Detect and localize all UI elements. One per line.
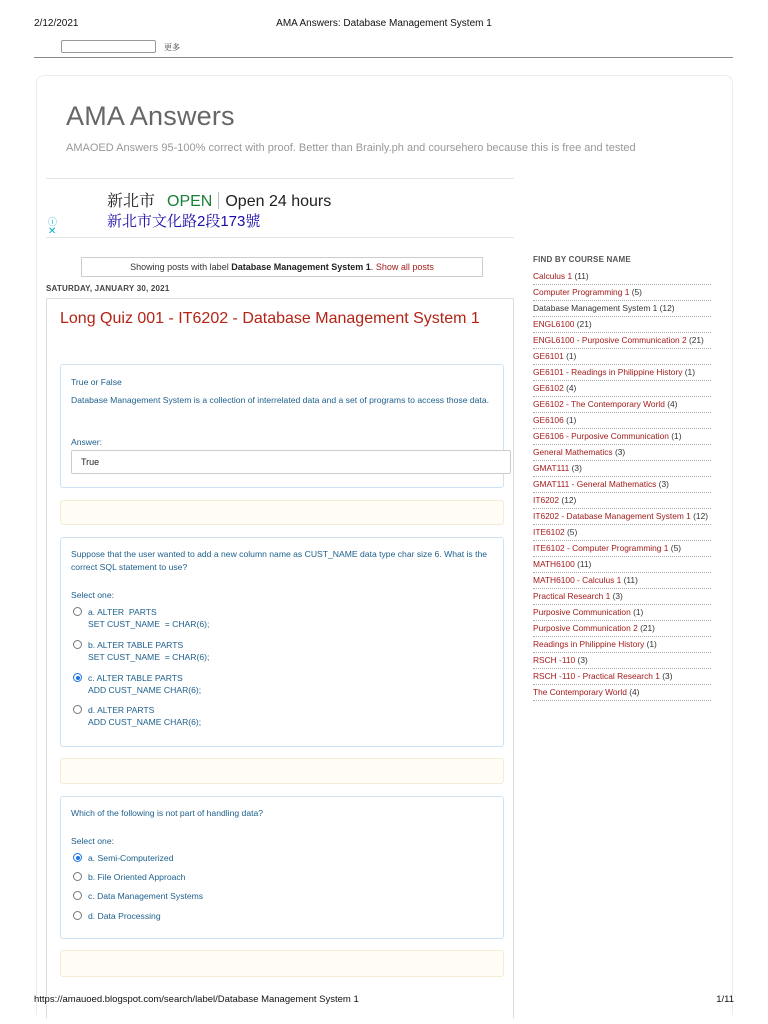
sidebar-item-count: (12)	[659, 303, 675, 313]
sidebar-item[interactable]	[533, 525, 711, 541]
sidebar-item-label[interactable]: GMAT111	[533, 463, 570, 473]
option-c-2[interactable]	[73, 890, 203, 902]
course-label-list	[533, 269, 711, 701]
sidebar-item-label[interactable]: ITE6102 - Computer Programming 1	[533, 543, 669, 553]
sidebar-item-count: (1)	[684, 367, 696, 377]
sidebar-item-label[interactable]: ITE6102	[533, 527, 565, 537]
question-2-box	[60, 537, 504, 747]
sidebar-item-count: (11)	[574, 271, 589, 281]
sidebar-item-count: (4)	[667, 399, 678, 409]
sidebar-item[interactable]	[533, 477, 711, 493]
sidebar-item-count: (21)	[576, 319, 592, 329]
option-a-line1: a. ALTER PARTS	[88, 607, 157, 617]
ad-divider	[218, 192, 219, 209]
print-date: 2/12/2021	[34, 18, 79, 29]
sidebar-item-count: (1)	[646, 639, 657, 649]
sidebar-item[interactable]	[533, 589, 711, 605]
option-d-2[interactable]	[73, 910, 161, 922]
label-prefix: Showing posts with label	[130, 262, 229, 272]
sidebar-item-count: (1)	[671, 431, 682, 441]
ad-hours: Open 24 hours	[225, 193, 332, 210]
sidebar-item-label[interactable]: GMAT111 - General Mathematics	[533, 479, 657, 489]
sidebar-item[interactable]	[533, 397, 711, 413]
post-title[interactable]: Long Quiz 001 - IT6202 - Database Management System 1	[60, 310, 480, 327]
sidebar-title: FIND BY COURSE NAME	[533, 255, 631, 264]
sidebar-item-count: (3)	[577, 655, 588, 665]
question-1-text: Database Management System is a collection of interrelated data and a set of programs to access those data.	[71, 395, 489, 405]
sidebar-item[interactable]	[533, 317, 711, 333]
print-footer	[0, 994, 768, 1008]
sidebar-item[interactable]	[533, 493, 711, 509]
ad-info-icon[interactable]: ⓘ	[48, 217, 58, 227]
sidebar-item-label[interactable]: Purposive Communication 2	[533, 623, 638, 633]
sidebar-item-label[interactable]: Computer Programming 1	[533, 287, 630, 297]
more-link[interactable]: 更多	[164, 43, 180, 52]
sidebar-item-label[interactable]: RSCH -110	[533, 655, 576, 665]
label-name: Database Management System 1	[231, 262, 371, 272]
option-d-line1: d. ALTER PARTS	[88, 705, 155, 715]
option-c-2-label: c. Data Management Systems	[88, 891, 204, 901]
sidebar-item[interactable]	[533, 605, 711, 621]
sidebar-item-count: (11)	[577, 559, 592, 569]
sidebar-item[interactable]	[533, 653, 711, 669]
sidebar-item-count: (4)	[629, 687, 640, 697]
option-c[interactable]	[73, 672, 201, 696]
sidebar-item[interactable]	[533, 365, 711, 381]
select-one-label-2: Select one:	[71, 836, 114, 846]
sidebar-item[interactable]	[533, 349, 711, 365]
sidebar-item-label[interactable]: ENGL6100	[533, 319, 575, 329]
select-one-label: Select one:	[71, 590, 114, 600]
ad-banner[interactable]	[46, 178, 514, 238]
radio-option-a[interactable]	[73, 607, 82, 616]
sidebar-item[interactable]	[533, 573, 711, 589]
search-input[interactable]	[61, 40, 156, 53]
sidebar-item[interactable]	[533, 509, 711, 525]
sidebar-item[interactable]	[533, 269, 711, 285]
sidebar-item[interactable]	[533, 461, 711, 477]
radio-option-b[interactable]	[73, 640, 82, 649]
option-a-line2: SET CUST_NAME = CHAR(6);	[88, 619, 210, 629]
sidebar-item-count: (11)	[623, 575, 638, 585]
option-d-2-label: d. Data Processing	[88, 911, 161, 921]
sidebar-item-label[interactable]: IT6202 - Database Management System 1	[533, 511, 691, 521]
radio-option-d-2[interactable]	[73, 911, 82, 920]
sidebar-item-count: (5)	[567, 527, 578, 537]
feedback-box-1	[60, 500, 504, 525]
option-b-2-label: b. File Oriented Approach	[88, 872, 186, 882]
sidebar-item-label[interactable]: GE6101	[533, 351, 564, 361]
sidebar-item[interactable]	[533, 685, 711, 701]
sidebar-item-count: (3)	[612, 591, 623, 601]
radio-option-b-2[interactable]	[73, 872, 82, 881]
radio-option-a-2-selected[interactable]	[73, 853, 82, 862]
ad-close-icon[interactable]: ✕	[48, 226, 57, 237]
sidebar-item[interactable]	[533, 301, 711, 317]
sidebar-item-label[interactable]: The Contemporary World	[533, 687, 627, 697]
sidebar-item[interactable]	[533, 557, 711, 573]
sidebar-item-count: (1)	[566, 351, 577, 361]
sidebar-item-label[interactable]: GE6106 - Purposive Communication	[533, 431, 669, 441]
question-3-box	[60, 796, 504, 939]
sidebar-item-count: (21)	[640, 623, 655, 633]
ad-headline	[107, 188, 331, 211]
sidebar-item-label[interactable]: GE6102	[533, 383, 564, 393]
sidebar-item[interactable]	[533, 445, 711, 461]
sidebar-item[interactable]	[533, 429, 711, 445]
option-b-line2: SET CUST_NAME = CHAR(6);	[88, 652, 210, 662]
sidebar-item-label[interactable]: General Mathematics	[533, 447, 613, 457]
show-all-posts-link[interactable]: Show all posts	[375, 262, 434, 272]
feedback-box-2	[60, 758, 504, 784]
option-b-2[interactable]	[73, 871, 185, 883]
option-a-2-label: a. Semi-Computerized	[88, 853, 174, 863]
ad-address[interactable]: 新北市文化路2段173號	[107, 213, 261, 230]
sidebar-item-label[interactable]: GE6106	[533, 415, 564, 425]
sidebar-item-label[interactable]: ENGL6100 - Purposive Communication 2	[533, 335, 687, 345]
sidebar-item-label[interactable]: Calculus 1	[533, 271, 573, 281]
sidebar-item[interactable]	[533, 333, 711, 349]
sidebar-item-label[interactable]: IT6202	[533, 495, 560, 505]
sidebar-item-count: (3)	[658, 479, 669, 489]
sidebar-item-label[interactable]: Purposive Communication	[533, 607, 631, 617]
option-d-line2: ADD CUST_NAME CHAR(6);	[88, 717, 202, 727]
print-title: AMA Answers: Database Management System 1	[276, 18, 492, 29]
sidebar-item[interactable]	[533, 621, 711, 637]
sidebar-item-count: (21)	[688, 335, 704, 345]
ad-status: OPEN	[167, 193, 213, 210]
navbar	[34, 40, 733, 58]
sidebar-item[interactable]	[533, 541, 711, 557]
feedback-box-3	[60, 950, 504, 977]
sidebar-item-label[interactable]: RSCH -110 - Practical Research 1	[533, 671, 660, 681]
blog-title[interactable]: AMA Answers	[66, 101, 235, 131]
sidebar-item[interactable]	[533, 381, 711, 397]
blog-description: AMAOED Answers 95-100% correct with proof. Better than Brainly.ph and coursehero because this is free and tested	[66, 142, 636, 154]
sidebar-item-count: (3)	[662, 671, 673, 681]
option-b[interactable]	[73, 639, 209, 663]
sidebar-item-label[interactable]: GE6102 - The Contemporary World	[533, 399, 665, 409]
radio-option-d[interactable]	[73, 705, 82, 714]
option-c-line1: c. ALTER TABLE PARTS	[88, 673, 183, 683]
ad-city: 新北市	[107, 193, 156, 210]
label-suffix: .	[370, 262, 374, 272]
sidebar-item[interactable]	[533, 669, 711, 685]
option-c-line2: ADD CUST_NAME CHAR(6);	[88, 685, 202, 695]
sidebar-item-label[interactable]: MATH6100 - Calculus 1	[533, 575, 622, 585]
option-b-line1: b. ALTER TABLE PARTS	[88, 640, 184, 650]
option-d[interactable]	[73, 704, 201, 728]
sidebar-item-count: (1)	[633, 607, 644, 617]
sidebar-item-count: (3)	[614, 447, 626, 457]
sidebar-item-count: (12)	[693, 511, 709, 521]
sidebar-item-label[interactable]: Practical Research 1	[533, 591, 611, 601]
option-a[interactable]	[73, 606, 209, 630]
option-a-2[interactable]	[73, 852, 174, 864]
question-1-box	[60, 364, 504, 488]
sidebar-item[interactable]	[533, 637, 711, 653]
post-date: SATURDAY, JANUARY 30, 2021	[46, 284, 170, 293]
answer-label: Answer:	[71, 437, 103, 447]
radio-option-c-selected[interactable]	[73, 673, 82, 682]
question-2-text: Suppose that the user wanted to add a new column name as CUST_NAME data type char size 6. What is the correct SQL statement to use?	[71, 549, 488, 572]
sidebar-item[interactable]	[533, 413, 711, 429]
question-1-type: True or False	[71, 377, 122, 387]
sidebar-item[interactable]	[533, 285, 711, 301]
sidebar-item-count: (5)	[631, 287, 642, 297]
label-filter-bar	[81, 257, 483, 277]
sidebar-item-count: (3)	[571, 463, 582, 473]
sidebar-item-count: (4)	[566, 383, 577, 393]
question-3-text: Which of the following is not part of handling data?	[71, 808, 264, 818]
print-header	[0, 18, 768, 32]
print-url: https://amauoed.blogspot.com/search/label/Database Management System 1	[34, 994, 359, 1005]
print-page-number: 1/11	[716, 994, 734, 1005]
sidebar-item-label[interactable]: MATH6100	[533, 559, 575, 569]
sidebar-item-label[interactable]: GE6101 - Readings in Philippine History	[533, 367, 683, 377]
sidebar-item-count: (12)	[561, 495, 577, 505]
answer-field: True	[71, 450, 511, 474]
sidebar-item-count: (1)	[566, 415, 577, 425]
sidebar-item-label[interactable]: Readings in Philippine History	[533, 639, 645, 649]
sidebar-item-count: (5)	[670, 543, 682, 553]
radio-option-c-2[interactable]	[73, 891, 82, 900]
sidebar-item-label[interactable]: Database Management System 1	[533, 303, 658, 313]
